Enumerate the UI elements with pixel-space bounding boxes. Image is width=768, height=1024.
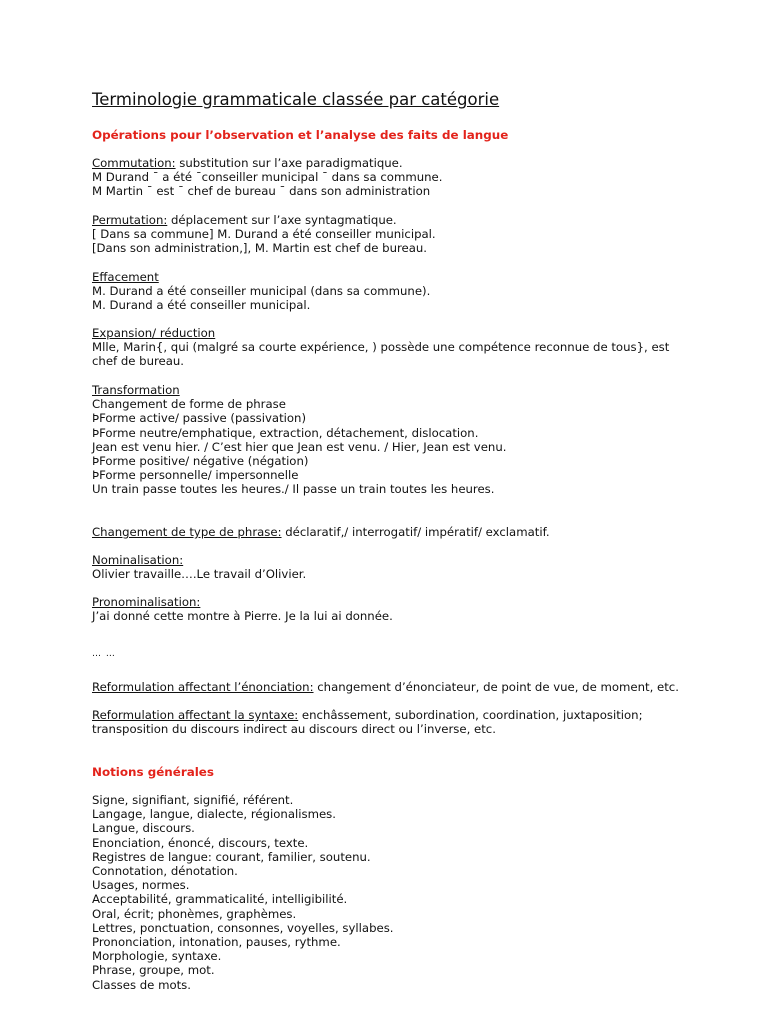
- example-line: ÞForme active/ passive (passivation): [92, 411, 307, 426]
- example-line: ÞForme positive/ négative (négation): [92, 454, 309, 469]
- example-line: Mlle, Marin{, qui (malgré sa courte expérience, ) possède une compétence reconnue de tous}, est: [92, 340, 670, 355]
- example-line: [ Dans sa commune] M. Durand a été conseiller municipal.: [92, 227, 436, 242]
- list-item: Prononciation, intonation, pauses, rythme.: [92, 935, 341, 950]
- example-line: chef de bureau.: [92, 354, 185, 369]
- list-item: Usages, normes.: [92, 878, 190, 893]
- term-label: Reformulation affectant la syntaxe:: [92, 708, 299, 722]
- entry-effacement: [92, 270, 712, 313]
- list-item: Enonciation, énoncé, discours, texte.: [92, 835, 309, 850]
- list-item: Morphologie, syntaxe.: [92, 949, 222, 964]
- example-line: Un train passe toutes les heures./ Il passe un train toutes les heures.: [92, 482, 495, 497]
- term-label: Changement de type de phrase:: [92, 525, 282, 539]
- example-line: Olivier travaille….Le travail d’Olivier.: [92, 567, 307, 582]
- example-line: Jean est venu hier. / C’est hier que Jean est venu. / Hier, Jean est venu.: [92, 439, 507, 454]
- term-definition: déplacement sur l’axe syntagmatique.: [167, 213, 397, 227]
- example-line: [Dans son administration,], M. Martin est chef de bureau.: [92, 241, 428, 256]
- term-label: Nominalisation:: [92, 553, 184, 567]
- term-label: Transformation: [92, 383, 180, 397]
- term-definition: enchâssement, subordination, coordination, juxtaposition;: [298, 708, 643, 722]
- term-definition: changement d’énonciateur, de point de vue, de moment, etc.: [313, 680, 679, 694]
- list-item: Acceptabilité, grammaticalité, intelligibilité.: [92, 892, 348, 907]
- term-definition: substitution sur l’axe paradigmatique.: [175, 156, 403, 170]
- example-line: transposition du discours indirect au discours direct ou l’inverse, etc.: [92, 722, 496, 737]
- term-definition: déclaratif,/ interrogatif/ impératif/ exclamatif.: [281, 525, 550, 539]
- example-line: M Durand ¯ a été ¯conseiller municipal ¯ dans sa commune.: [92, 170, 443, 185]
- term-label: Permutation:: [92, 213, 168, 227]
- entry-reformulation-syntaxe: [92, 708, 712, 736]
- example-line: M. Durand a été conseiller municipal.: [92, 298, 311, 313]
- list-item: Connotation, dénotation.: [92, 864, 238, 879]
- entry-pronominalisation: [92, 595, 712, 623]
- example-line: M Martin ¯ est ¯ chef de bureau ¯ dans son administration: [92, 184, 431, 199]
- notions-list: [92, 793, 712, 992]
- list-item: Langue, discours.: [92, 821, 195, 836]
- entry-commutation: [92, 156, 712, 199]
- list-item: Lettres, ponctuation, consonnes, voyelles, syllabes.: [92, 920, 394, 935]
- term-label: Commutation:: [92, 156, 176, 170]
- example-line: ÞForme personnelle/ impersonnelle: [92, 468, 299, 483]
- list-item: Signe, signifiant, signifié, référent.: [92, 793, 294, 807]
- term-label: Effacement: [92, 270, 159, 284]
- list-item: Classes de mots.: [92, 977, 191, 992]
- entry-permutation: [92, 213, 712, 256]
- entry-heading: [92, 525, 712, 539]
- list-item: Oral, écrit; phonèmes, graphèmes.: [92, 906, 297, 921]
- term-label: Expansion/ réduction: [92, 326, 216, 340]
- section-heading-notions: Notions générales: [92, 765, 214, 779]
- list-item: Langage, langue, dialecte, régionalismes.: [92, 807, 336, 822]
- entry-changement-type: [92, 525, 712, 539]
- section-heading-operations: Opérations pour l’observation et l’analyse des faits de langue: [92, 128, 509, 142]
- entry-transformation: [92, 383, 712, 497]
- entry-heading: [92, 708, 712, 722]
- example-line: Changement de forme de phrase: [92, 397, 286, 412]
- example-line: M. Durand a été conseiller municipal (dans sa commune).: [92, 284, 431, 299]
- ellipsis-mark: … …: [92, 649, 116, 659]
- list-item: Phrase, groupe, mot.: [92, 963, 215, 978]
- entry-heading: [92, 213, 712, 227]
- entry-expansion: [92, 326, 712, 369]
- term-label: Pronominalisation:: [92, 595, 201, 609]
- list-item: Registres de langue: courant, familier, soutenu.: [92, 849, 371, 864]
- example-line: ÞForme neutre/emphatique, extraction, détachement, dislocation.: [92, 425, 479, 440]
- entry-reformulation-enonciation: [92, 680, 712, 694]
- example-line: J’ai donné cette montre à Pierre. Je la lui ai donnée.: [92, 609, 393, 624]
- entry-heading: [92, 680, 712, 694]
- term-label: Reformulation affectant l’énonciation:: [92, 680, 314, 694]
- document-title: Terminologie grammaticale classée par catégorie: [92, 90, 500, 109]
- entry-nominalisation: [92, 553, 712, 581]
- entry-heading: [92, 156, 712, 170]
